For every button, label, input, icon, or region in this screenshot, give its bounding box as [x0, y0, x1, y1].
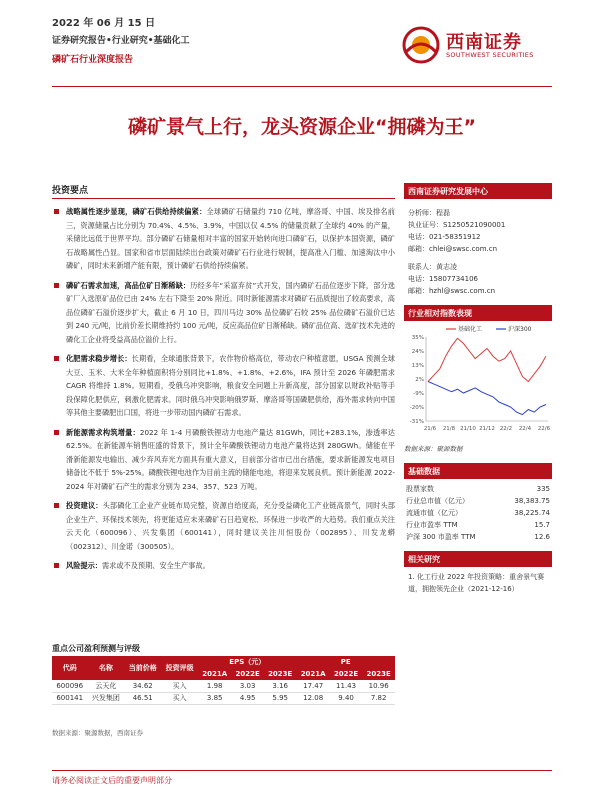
- index-chart: [404, 321, 552, 439]
- col-year: 2021A: [296, 668, 329, 680]
- cell-value: 3.16: [264, 680, 297, 692]
- logo-text-en: SOUTHWEST SECURITIES: [446, 51, 534, 59]
- paragraph-text: 历经多年“采富弃贫”式开发，国内磷矿石品位逐步下降，部分选矿厂入选原矿品位已由 24% 左右下降至 20% 附近。同时新能源需求对磷矿石品质提出了较高要求，高品位磷矿石溢价逐步扩大，截止 6 月 10 日，四川马边 30% 品位磷矿石较 25% 品位磷矿石溢价已达到 240 元/吨，比前价差长期维持约 100 元/吨，反应高品位矿日渐稀缺。磷矿品位高、选矿技术先进的磷化工企业将受益高品位溢价上行。: [66, 280, 395, 344]
- x-tick-label: 21/6: [423, 426, 437, 432]
- y-tick-label: 2%: [415, 377, 424, 383]
- key-point-paragraph: [52, 426, 395, 494]
- chart-source: 数据来源：聚源数据: [404, 445, 463, 453]
- col-eps: EPS（元）: [198, 656, 296, 668]
- analyst-name: 分析师：程磊: [408, 209, 450, 217]
- related-research-link[interactable]: 1. 化工行业 2022 年投资策略：重舍景气赛道，拥抱领先企业（2021-12-16）: [408, 573, 545, 593]
- report-category: 证券研究报告•行业研究•基础化工: [52, 36, 190, 46]
- paragraph-text: 2022 年 1-4 月磷酸铁锂动力电池产量达 81GWh，同比+283.1%，渗透率达 62.5%。在新能源车销售旺盛的背景下，预计全年磷酸铁锂动力电池产量将达到 280GWh。储能在平滑新能源发电输出、减少弃风弃光方面具有重大意义，目前部分省市已出台措施，要求新能源发电项目储备比不低于 5%-25%。磷酸铁锂电池作为目前主流的储能电池，将迎来发展良机。预计新能源 2022-2024 年对磷矿石产生的需求分别为 234、357、523 万吨。: [66, 427, 395, 491]
- brand-logo: [402, 26, 552, 66]
- research-center-title: 西南证券研究发展中心: [404, 183, 552, 199]
- chart-section-title: 行业相对指数表现: [404, 305, 552, 321]
- col-year: 2023E: [362, 668, 395, 680]
- cell-value: 1.98: [198, 680, 231, 692]
- col-pe: PE: [296, 656, 395, 668]
- logo-text: 西南证券: [446, 32, 522, 53]
- series-line-0: [428, 338, 546, 381]
- basic-value: 38,383.75: [514, 497, 550, 505]
- bullet-icon: [54, 503, 59, 508]
- col-year: 2022E: [231, 668, 264, 680]
- y-tick-label: -9%: [413, 391, 424, 397]
- forecast-title: 重点公司盈利预测与评级: [52, 644, 140, 653]
- basic-value: 335: [536, 485, 550, 493]
- logo-mark-icon: [402, 26, 440, 64]
- cell-value: 3.03: [231, 680, 264, 692]
- series-line-1: [428, 382, 546, 415]
- basic-label: 沪深 300 市盈率 TTM: [406, 533, 476, 541]
- section-title: 投资要点: [52, 183, 395, 199]
- related-research-title: 相关研究: [404, 551, 552, 567]
- cell-name: 云天化: [87, 680, 124, 692]
- basic-data-title: 基础数据: [404, 463, 552, 479]
- table-row: [404, 495, 552, 507]
- col-year: 2023E: [264, 668, 297, 680]
- report-type: 磷矿石行业深度报告: [52, 55, 134, 65]
- cell-value: 4.95: [231, 692, 264, 704]
- bullet-icon: [54, 209, 59, 214]
- page-title: 磷矿景气上行，龙头资源企业“拥磷为王”: [128, 116, 476, 138]
- table-row: [52, 680, 395, 692]
- key-point-paragraph: [52, 499, 395, 553]
- paragraph-text: 需求或不及预期、安全生产事故。: [101, 561, 210, 570]
- x-tick-label: 21/12: [479, 426, 495, 432]
- y-tick-label: 24%: [411, 349, 424, 355]
- paragraph-list: [52, 205, 395, 573]
- x-tick-label: 22/6: [537, 426, 551, 432]
- cell-code: 600096: [52, 680, 87, 692]
- paragraph-lead: 投资建议：: [66, 501, 103, 510]
- y-tick-label: -20%: [409, 405, 424, 411]
- cell-price: 34.62: [124, 680, 161, 692]
- basic-value: 12.6: [534, 533, 550, 541]
- paragraph-text: 头部磷化工企业产业链布局完整，资源自给度高，充分受益磷化工产业链高景气，同时头部企业生产、环保技术领先，将更能适应未来磷矿石日趋宽松、环保进一步收严的大趋势。我们重点关注云天化（600096）、兴发集团（600141），同时建议关注川恒股份（002895）、川发龙蟒（002312）、川金诺（300505）。: [66, 501, 395, 551]
- analyst-license: 执业证号：S1250521090001: [408, 221, 506, 229]
- legend-label: 沪深300: [508, 326, 532, 333]
- header-divider: [52, 86, 552, 87]
- table-row: [52, 692, 395, 704]
- bullet-icon: [54, 563, 59, 568]
- col-rating: 投资评级: [161, 656, 198, 680]
- cell-rating: 买入: [161, 680, 198, 692]
- col-year: 2021A: [198, 668, 231, 680]
- basic-label: 行业总市值（亿元）: [406, 497, 469, 505]
- key-point-paragraph: [52, 352, 395, 420]
- cell-value: 7.82: [362, 692, 395, 704]
- basic-value: 38,225.74: [514, 509, 550, 517]
- y-tick-label: 13%: [411, 363, 424, 369]
- basic-label: 流通市值（亿元）: [406, 509, 462, 517]
- col-name: 名称: [87, 656, 124, 680]
- analyst-email[interactable]: 邮箱：chlei@swsc.com.cn: [408, 245, 498, 253]
- cell-value: 5.95: [264, 692, 297, 704]
- forecast-table: [52, 656, 395, 705]
- col-year: 2022E: [330, 668, 363, 680]
- cell-value: 17.47: [296, 680, 329, 692]
- paragraph-lead: 战略属性逐步显现，磷矿石供给持续偏紧：: [66, 207, 207, 216]
- col-code: 代码: [52, 656, 87, 680]
- paragraph-lead: 风险提示：: [66, 561, 102, 570]
- cell-value: 12.08: [296, 692, 329, 704]
- contact-name: 联系人：黄志凌: [408, 263, 457, 271]
- y-tick-label: -31%: [409, 419, 424, 425]
- table-row: [404, 519, 552, 531]
- col-price: 当前价格: [124, 656, 161, 680]
- table-row: [404, 531, 552, 543]
- paragraph-text: 长期看，全球通胀背景下，农作物价格高位，带动农户种植意愿，USGA 预测全球大豆、玉米、大米全年种植面积将分别同比+1.8%、+1.8%、+2.6%，IFA 预计至 2026 年磷肥需求 CAGR 将维持 1.8%。短期看，受俄乌冲突影响，粮食安全问题上升新高度，部分国家以财政补贴等手段保障化肥供应，刺激化肥需求。同时俄乌冲突影响俄罗斯、摩洛哥等国磷肥供给，海外需求转向中国等其他主要磷肥出口国，将进一步带动国内磷矿石需求。: [66, 354, 395, 417]
- bullet-icon: [54, 283, 59, 288]
- cell-name: 兴发集团: [87, 692, 124, 704]
- x-tick-label: 22/4: [518, 426, 532, 432]
- contact-phone: 电话：15807734106: [408, 275, 478, 283]
- cell-rating: 买入: [161, 692, 198, 704]
- x-tick-label: 22/2: [499, 426, 513, 432]
- legend-label: 基础化工: [458, 326, 483, 333]
- x-tick-label: 21/8: [442, 426, 456, 432]
- report-date: 2022 年 06 月 15 日: [52, 18, 156, 29]
- sidebar: [404, 183, 552, 595]
- forecast-source: 数据来源：聚源数据，西南证券: [52, 729, 143, 737]
- cell-value: 3.85: [198, 692, 231, 704]
- footer-disclaimer: 请务必阅读正文后的重要声明部分: [52, 776, 172, 785]
- bullet-icon: [54, 356, 59, 361]
- basic-label: 股票家数: [406, 485, 434, 493]
- analyst-phone: 电话：021-58351912: [408, 233, 481, 241]
- paragraph-lead: 磷矿石需求加速，高品位矿日渐稀缺：: [66, 280, 191, 290]
- key-point-paragraph: [52, 279, 395, 347]
- cell-code: 600141: [52, 692, 87, 704]
- report-header: [52, 14, 552, 84]
- basic-value: 15.7: [534, 521, 550, 529]
- contact-email[interactable]: 邮箱：hzhl@swsc.com.cn: [408, 287, 496, 295]
- cell-value: 11.43: [330, 680, 363, 692]
- paragraph-lead: 新能源需求构筑增量：: [66, 427, 140, 437]
- key-point-paragraph: [52, 559, 395, 573]
- key-point-paragraph: [52, 205, 395, 273]
- paragraph-lead: 化肥需求稳步增长：: [66, 354, 132, 363]
- bullet-icon: [54, 430, 59, 435]
- cell-value: 10.96: [362, 680, 395, 692]
- table-row: [404, 507, 552, 519]
- footer-divider: [52, 770, 552, 771]
- related-research-list: [404, 567, 552, 595]
- basic-data-table: [404, 483, 552, 543]
- cell-price: 46.51: [124, 692, 161, 704]
- main-content: [52, 183, 395, 573]
- basic-label: 行业市盈率 TTM: [406, 521, 458, 529]
- cell-value: 9.40: [330, 692, 363, 704]
- paragraph-text: 全球磷矿石储量约 710 亿吨，摩洛哥、中国、埃及排名前三，资源储量占比分别为 70.4%、4.5%、3.9%，中国以仅 4.5% 的储量贡献了全球约 40% 的产量，采储比远低于世界平均。部分磷矿石储量相对丰富的国家开始转向进口磷矿石，以保护本国资源，磷矿石战略属性凸显。国家和省市层面陆续出台政策对磷矿石行业进行规制，提高准入门槛、加速淘汰中小磷矿，同时未来新增产能有限，预计磷矿石供给持续偏紧。: [66, 207, 395, 270]
- table-row: [404, 483, 552, 495]
- x-tick-label: 21/10: [460, 426, 476, 432]
- analyst-info: [404, 199, 552, 297]
- y-tick-label: 35%: [411, 335, 424, 341]
